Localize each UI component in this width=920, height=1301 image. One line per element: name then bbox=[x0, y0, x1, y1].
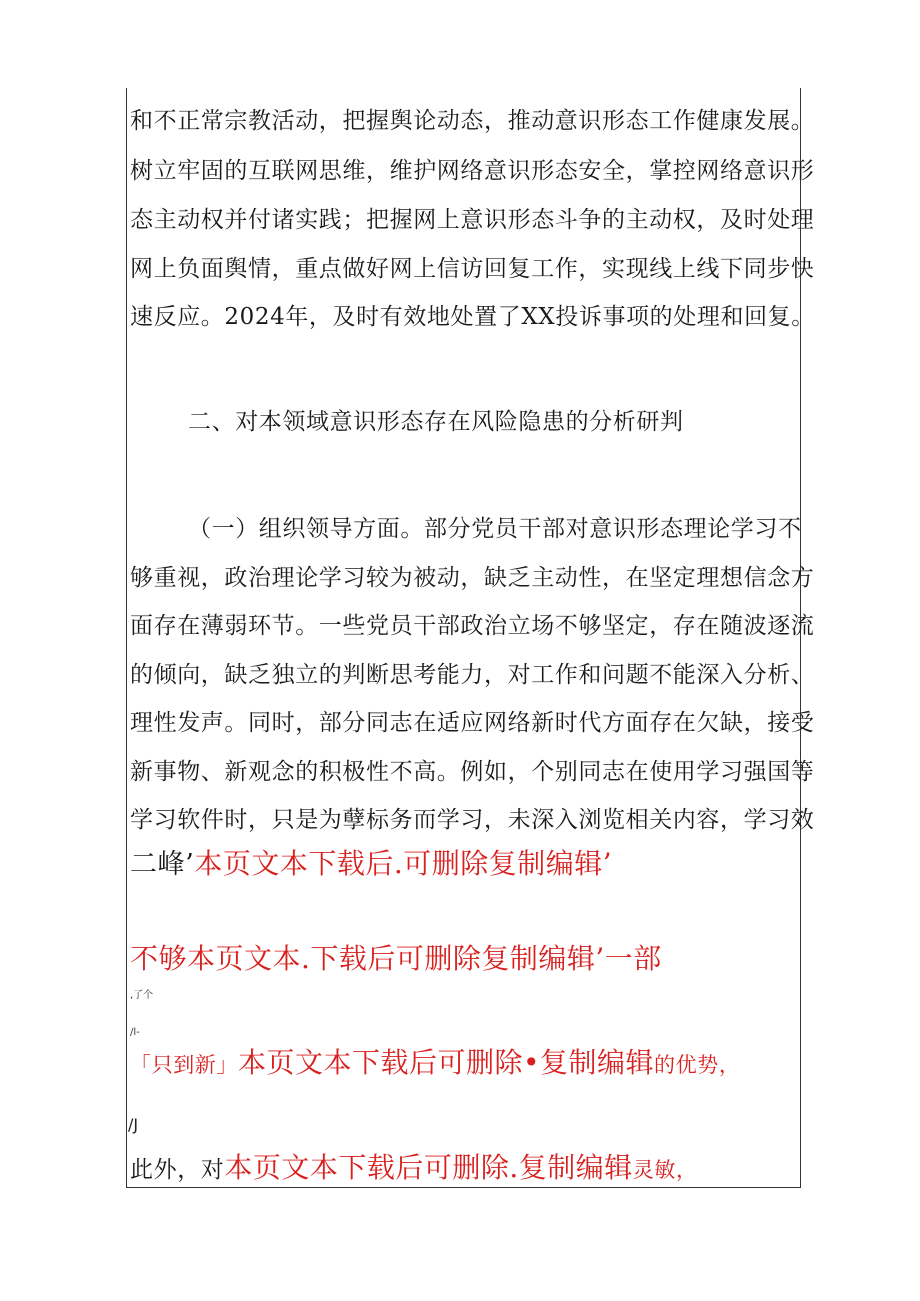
paragraph-line: 学习软件时，只是为孽标务而学习，未深入浏览相关内容，学习效 bbox=[130, 807, 815, 833]
watermark-red-text: 本页文本下载后可删除•复制编辑 bbox=[238, 1046, 655, 1079]
paragraph-line: 态主动权并付诸实践；把握网上意识形态斗争的主动权，及时处理 bbox=[130, 207, 815, 233]
watermark-red-text: 的优势， bbox=[654, 1053, 741, 1077]
watermark-red-text: 不够本页文本.下载后可删除复制编辑’一部 bbox=[130, 942, 662, 975]
garbled-line-3 bbox=[130, 1048, 740, 1080]
watermark-red-text: 本页文本下载后可删除.复制编辑 bbox=[224, 1151, 633, 1184]
garbled-line-2 bbox=[130, 944, 662, 976]
garbled-black-text: 二峰’ bbox=[130, 849, 195, 880]
paragraph-line: 的倾向，缺乏独立的判断思考能力，对工作和问题不能深入分析、 bbox=[130, 662, 815, 688]
paragraph-line: （一）组织领导方面。部分党员干部对意识形态理论学习不 bbox=[188, 516, 802, 542]
paragraph-line: 速反应。2024年，及时有效地处置了XX投诉事项的处理和回复。 bbox=[130, 304, 815, 330]
paragraph-line: 理性发声。同时，部分同志在适应网络新时代方面存在欠缺，接受 bbox=[130, 710, 815, 736]
paragraph-line: 新事物、新观念的积极性不高。例如，个别同志在使用学习强国等 bbox=[130, 759, 815, 785]
watermark-red-text: 本页文本下载后.可删除复制编辑’ bbox=[194, 847, 613, 880]
tiny-fragment: ,了个 bbox=[130, 990, 154, 1001]
garbled-line-1 bbox=[130, 849, 612, 881]
garbled-black-text: 此外，对 bbox=[130, 1157, 225, 1183]
paragraph-line: 网上负面舆情，重点做好网上信访回复工作，实现线上线下同步快 bbox=[130, 256, 815, 282]
tiny-fragment: /l- bbox=[130, 1027, 140, 1038]
garbled-line-4 bbox=[130, 1153, 698, 1185]
paragraph-line: 树立牢固的互联网思维，维护网络意识形态安全，掌控网络意识形 bbox=[130, 158, 815, 184]
paragraph-line: 够重视，政治理论学习较为被动，缺乏主动性，在坚定理想信念方 bbox=[130, 565, 815, 591]
watermark-red-text: 灵敏， bbox=[632, 1158, 698, 1182]
text-fragment: /J bbox=[128, 1115, 139, 1134]
section-heading: 二、对本领域意识形态存在风险隐患的分析研判 bbox=[188, 409, 684, 435]
watermark-red-text: 「只到新」 bbox=[130, 1053, 238, 1077]
paragraph-line: 面存在薄弱环节。一些党员干部政治立场不够坚定，存在随波逐流 bbox=[130, 613, 815, 639]
paragraph-line: 和不正常宗教活动，把握舆论动态，推动意识形态工作健康发展。 bbox=[130, 108, 815, 134]
